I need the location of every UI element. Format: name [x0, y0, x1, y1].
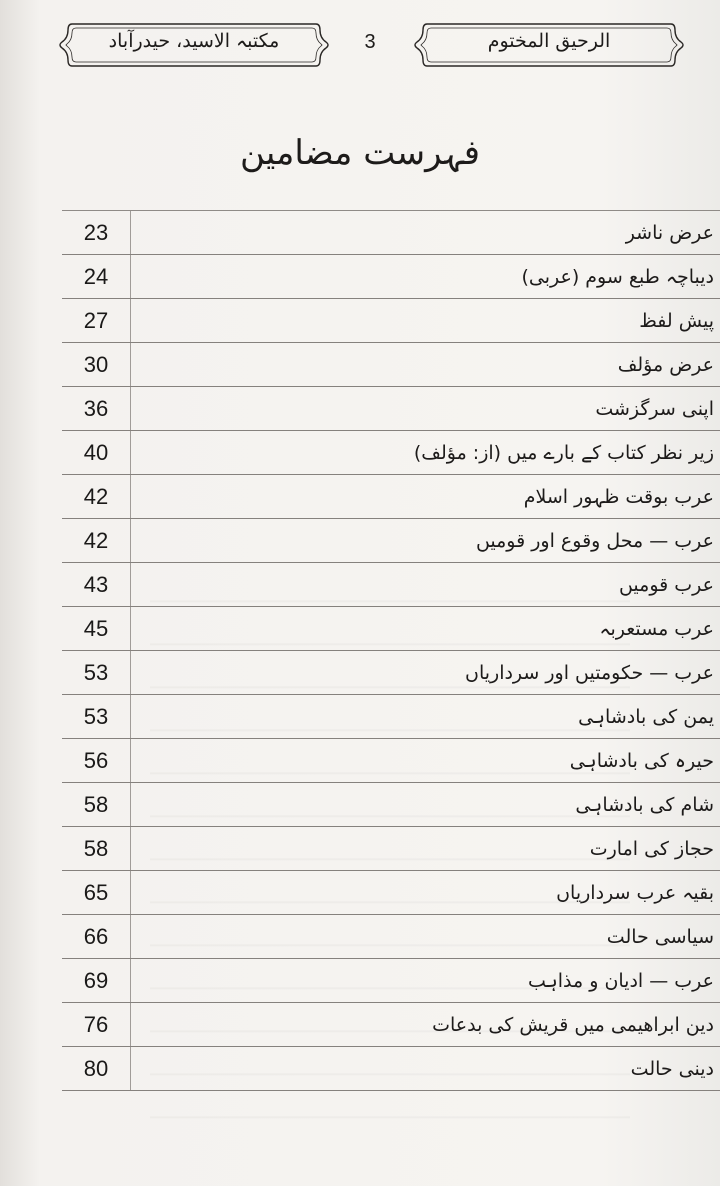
- toc-divider: [130, 959, 142, 1002]
- toc-entry-title: حجاز کی امارت: [589, 837, 714, 860]
- toc-entry-title: حیرہ کی بادشاہی: [569, 749, 714, 772]
- toc-entry-title: دیباچہ طبع سوم (عربی): [521, 265, 714, 288]
- toc-divider: [130, 519, 142, 562]
- toc-entry-title: عرب مستعربہ: [599, 617, 714, 640]
- toc-divider: [130, 431, 142, 474]
- toc-divider: [130, 475, 142, 518]
- toc-entry-title: یمن کی بادشاہی: [578, 705, 714, 728]
- toc-divider: [130, 255, 142, 298]
- book-title-cartouche: [413, 20, 685, 70]
- toc-divider: [130, 607, 142, 650]
- publisher-cartouche: [58, 20, 330, 70]
- toc-row[interactable]: [62, 827, 720, 871]
- table-of-contents: [62, 210, 720, 1091]
- toc-page-number: 66: [62, 915, 131, 958]
- toc-row[interactable]: [62, 211, 720, 255]
- toc-entry-title: دین ابراھیمی میں قریش کی بدعات: [432, 1013, 714, 1036]
- toc-row[interactable]: [62, 783, 720, 827]
- toc-entry-title: اپنی سرگزشت: [595, 397, 714, 420]
- toc-row[interactable]: [62, 299, 720, 343]
- toc-entry-title: بقیہ عرب سرداریاں: [556, 881, 714, 904]
- toc-page-number: 58: [62, 827, 131, 870]
- toc-entry-title: شام کی بادشاہی: [575, 793, 714, 816]
- toc-entry-title: عرب بوقت ظہور اسلام: [523, 485, 714, 508]
- toc-entry-title: عرب — حکومتیں اور سرداریاں: [464, 661, 714, 684]
- toc-page-number: 36: [62, 387, 131, 430]
- toc-page-number: 76: [62, 1003, 131, 1046]
- toc-page-number: 53: [62, 651, 131, 694]
- toc-row[interactable]: [62, 343, 720, 387]
- publisher-name: مکتبہ الاسید، حیدرآباد: [108, 30, 280, 52]
- toc-page-number: 27: [62, 299, 131, 342]
- toc-page-number: 43: [62, 563, 131, 606]
- toc-page-number: 45: [62, 607, 131, 650]
- toc-divider: [130, 783, 142, 826]
- toc-divider: [130, 563, 142, 606]
- toc-row[interactable]: [62, 1047, 720, 1091]
- toc-page-number: 69: [62, 959, 131, 1002]
- running-header: [0, 18, 720, 78]
- toc-divider: [130, 915, 142, 958]
- toc-entry-title: عرب — ادیان و مذاہب: [527, 969, 714, 992]
- toc-row[interactable]: [62, 739, 720, 783]
- toc-divider: [130, 387, 142, 430]
- toc-page-number: 23: [62, 211, 131, 254]
- toc-page-number: 65: [62, 871, 131, 914]
- toc-entry-title: عرض مؤلف: [617, 353, 714, 376]
- toc-page-number: 24: [62, 255, 131, 298]
- toc-row[interactable]: [62, 1003, 720, 1047]
- toc-page-number: 42: [62, 475, 131, 518]
- toc-divider: [130, 871, 142, 914]
- toc-row[interactable]: [62, 255, 720, 299]
- toc-row[interactable]: [62, 431, 720, 475]
- toc-divider: [130, 739, 142, 782]
- toc-page-number: 53: [62, 695, 131, 738]
- page-title: فہرست مضامین: [239, 133, 481, 173]
- toc-page-number: 30: [62, 343, 131, 386]
- toc-row[interactable]: [62, 387, 720, 431]
- toc-divider: [130, 1003, 142, 1046]
- toc-row[interactable]: [62, 607, 720, 651]
- toc-divider: [130, 651, 142, 694]
- toc-entry-title: عرب قومیں: [618, 573, 714, 596]
- toc-row[interactable]: [62, 695, 720, 739]
- toc-divider: [130, 695, 142, 738]
- toc-divider: [130, 211, 142, 254]
- toc-entry-title: پیش لفظ: [639, 309, 714, 332]
- toc-page-number: 80: [62, 1047, 131, 1090]
- toc-row[interactable]: [62, 915, 720, 959]
- toc-entry-title: زیر نظر کتاب کے بارے میں (از: مؤلف): [413, 441, 714, 464]
- toc-entry-title: عرض ناشر: [625, 221, 714, 244]
- toc-page-number: 42: [62, 519, 131, 562]
- toc-row[interactable]: [62, 519, 720, 563]
- toc-entry-title: دینی حالت: [630, 1057, 714, 1080]
- toc-row[interactable]: [62, 651, 720, 695]
- book-title: الرحیق المختوم: [487, 30, 611, 52]
- toc-row[interactable]: [62, 959, 720, 1003]
- toc-page-number: 58: [62, 783, 131, 826]
- toc-divider: [130, 827, 142, 870]
- toc-entry-title: عرب — محل وقوع اور قومیں: [475, 529, 714, 552]
- toc-row[interactable]: [62, 563, 720, 607]
- toc-page-number: 56: [62, 739, 131, 782]
- toc-row[interactable]: [62, 871, 720, 915]
- toc-divider: [130, 343, 142, 386]
- toc-page-number: 40: [62, 431, 131, 474]
- page-number: 3: [364, 31, 376, 53]
- toc-entry-title: سیاسی حالت: [606, 925, 714, 948]
- toc-divider: [130, 1047, 142, 1090]
- toc-row[interactable]: [62, 475, 720, 519]
- toc-divider: [130, 299, 142, 342]
